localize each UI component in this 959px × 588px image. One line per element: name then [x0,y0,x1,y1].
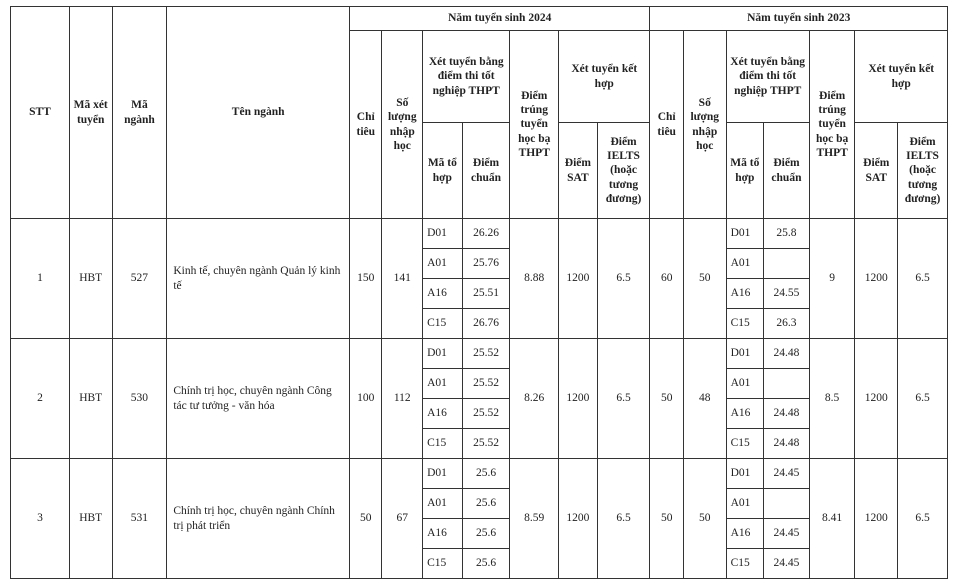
ma-to-hop-2023-cell: D01 [726,459,764,489]
header-ma-to-hop-2024: Mã tổ hợp [423,123,463,219]
diem-chuan-2023-cell: 24.45 [764,549,810,579]
chi-tieu-2023-cell: 50 [650,459,683,579]
diem-chuan-2024-cell: 25.51 [462,279,510,309]
chi-tieu-2024-cell: 100 [350,339,382,459]
diem-chuan-2024-cell: 25.52 [462,369,510,399]
ma-to-hop-2023-cell: C15 [726,309,764,339]
ma-to-hop-2024-cell: A16 [423,399,463,429]
ma-to-hop-2023-cell: D01 [726,219,764,249]
chi-tieu-2024-cell: 150 [350,219,382,339]
header-ma-xet-tuyen: Mã xét tuyển [69,7,112,219]
hoc-ba-2023-cell: 8.41 [809,459,855,579]
so-luong-2023-cell: 48 [683,339,726,459]
ma-xet-tuyen-cell: HBT [69,459,112,579]
diem-chuan-2024-cell: 26.76 [462,309,510,339]
chi-tieu-2023-cell: 50 [650,339,683,459]
ma-to-hop-2023-cell: A01 [726,489,764,519]
header-hoc-ba-2024: Điểm trúng tuyển học bạ THPT [510,31,559,219]
ielts-2024-cell: 6.5 [597,339,650,459]
table-row [11,339,948,369]
header-year-2023: Năm tuyển sinh 2023 [650,7,948,31]
ma-to-hop-2023-cell: A16 [726,519,764,549]
header-xet-thpt-2024: Xét tuyển bằng điểm thi tốt nghiệp THPT [423,31,510,123]
sat-2024-cell: 1200 [559,219,598,339]
ma-to-hop-2023-cell: D01 [726,339,764,369]
hoc-ba-2024-cell: 8.59 [510,459,559,579]
table-body [11,219,948,579]
hoc-ba-2024-cell: 8.26 [510,339,559,459]
ma-xet-tuyen-cell: HBT [69,339,112,459]
ma-to-hop-2024-cell: D01 [423,219,463,249]
ma-to-hop-2023-cell: C15 [726,549,764,579]
ma-nganh-cell: 527 [112,219,167,339]
table-row [11,219,948,249]
diem-chuan-2023-cell: 26.3 [764,309,810,339]
header-so-luong-2024: Số lượng nhập học [382,31,423,219]
diem-chuan-2024-cell: 26.26 [462,219,510,249]
diem-chuan-2024-cell: 25.52 [462,339,510,369]
ma-to-hop-2024-cell: A01 [423,369,463,399]
ma-to-hop-2024-cell: D01 [423,459,463,489]
diem-chuan-2024-cell: 25.6 [462,489,510,519]
header-diem-chuan-2023: Điểm chuẩn [764,123,810,219]
sat-2023-cell: 1200 [855,339,898,459]
ma-to-hop-2023-cell: A01 [726,369,764,399]
diem-chuan-2024-cell: 25.6 [462,549,510,579]
ma-to-hop-2023-cell: A16 [726,279,764,309]
header-ket-hop-2023: Xét tuyển kết hợp [855,31,948,123]
diem-chuan-2024-cell: 25.76 [462,249,510,279]
ielts-2023-cell: 6.5 [898,219,948,339]
diem-chuan-2024-cell: 25.52 [462,399,510,429]
admission-table [10,6,948,579]
so-luong-2024-cell: 141 [382,219,423,339]
ma-to-hop-2023-cell: C15 [726,429,764,459]
chi-tieu-2024-cell: 50 [350,459,382,579]
diem-chuan-2023-cell [764,369,810,399]
sat-2023-cell: 1200 [855,219,898,339]
ma-to-hop-2024-cell: C15 [423,549,463,579]
diem-chuan-2023-cell: 24.48 [764,429,810,459]
ma-to-hop-2024-cell: C15 [423,309,463,339]
ielts-2024-cell: 6.5 [597,459,650,579]
header-diem-chuan-2024: Điểm chuẩn [462,123,510,219]
header-ielts-2023: Điểm IELTS (hoặc tương đương) [898,123,948,219]
sat-2023-cell: 1200 [855,459,898,579]
diem-chuan-2023-cell [764,489,810,519]
diem-chuan-2023-cell: 24.55 [764,279,810,309]
header-ma-to-hop-2023: Mã tổ hợp [726,123,764,219]
ma-xet-tuyen-cell: HBT [69,219,112,339]
header-so-luong-2023: Số lượng nhập học [683,31,726,219]
hoc-ba-2024-cell: 8.88 [510,219,559,339]
header-ket-hop-2024: Xét tuyển kết hợp [559,31,650,123]
so-luong-2023-cell: 50 [683,459,726,579]
ma-to-hop-2023-cell: A16 [726,399,764,429]
header-xet-thpt-2023: Xét tuyển bằng điểm thi tốt nghiệp THPT [726,31,809,123]
ma-to-hop-2024-cell: C15 [423,429,463,459]
hoc-ba-2023-cell: 9 [809,219,855,339]
diem-chuan-2023-cell: 24.48 [764,339,810,369]
header-sat-2024: Điểm SAT [559,123,598,219]
ten-nganh-cell: Kinh tế, chuyên ngành Quản lý kinh tế [167,219,350,339]
sat-2024-cell: 1200 [559,459,598,579]
diem-chuan-2024-cell: 25.52 [462,429,510,459]
header-hoc-ba-2023: Điểm trúng tuyển học bạ THPT [809,31,855,219]
ma-to-hop-2024-cell: A01 [423,489,463,519]
header-ma-nganh: Mã ngành [112,7,167,219]
chi-tieu-2023-cell: 60 [650,219,683,339]
stt-cell: 3 [11,459,70,579]
stt-cell: 2 [11,339,70,459]
ielts-2024-cell: 6.5 [597,219,650,339]
ma-to-hop-2024-cell: A01 [423,249,463,279]
stt-cell: 1 [11,219,70,339]
ma-to-hop-2023-cell: A01 [726,249,764,279]
header-chi-tieu-2024: Chỉ tiêu [350,31,382,219]
ma-nganh-cell: 531 [112,459,167,579]
ten-nganh-cell: Chính trị học, chuyên ngành Công tác tư tưởng - văn hóa [167,339,350,459]
header-ten-nganh: Tên ngành [167,7,350,219]
diem-chuan-2024-cell: 25.6 [462,459,510,489]
ma-nganh-cell: 530 [112,339,167,459]
so-luong-2023-cell: 50 [683,219,726,339]
hoc-ba-2023-cell: 8.5 [809,339,855,459]
header-sat-2023: Điểm SAT [855,123,898,219]
diem-chuan-2024-cell: 25.6 [462,519,510,549]
header-ielts-2024: Điểm IELTS (hoặc tương đương) [597,123,650,219]
table-row [11,459,948,489]
ma-to-hop-2024-cell: A16 [423,519,463,549]
so-luong-2024-cell: 67 [382,459,423,579]
ielts-2023-cell: 6.5 [898,339,948,459]
header-year-2024: Năm tuyển sinh 2024 [350,7,650,31]
diem-chuan-2023-cell: 24.45 [764,519,810,549]
ten-nganh-cell: Chính trị học, chuyên ngành Chính trị phát triển [167,459,350,579]
ma-to-hop-2024-cell: A16 [423,279,463,309]
ielts-2023-cell: 6.5 [898,459,948,579]
so-luong-2024-cell: 112 [382,339,423,459]
ma-to-hop-2024-cell: D01 [423,339,463,369]
diem-chuan-2023-cell: 24.48 [764,399,810,429]
sat-2024-cell: 1200 [559,339,598,459]
diem-chuan-2023-cell: 24.45 [764,459,810,489]
header-chi-tieu-2023: Chỉ tiêu [650,31,683,219]
diem-chuan-2023-cell: 25.8 [764,219,810,249]
diem-chuan-2023-cell [764,249,810,279]
header-stt: STT [11,7,70,219]
